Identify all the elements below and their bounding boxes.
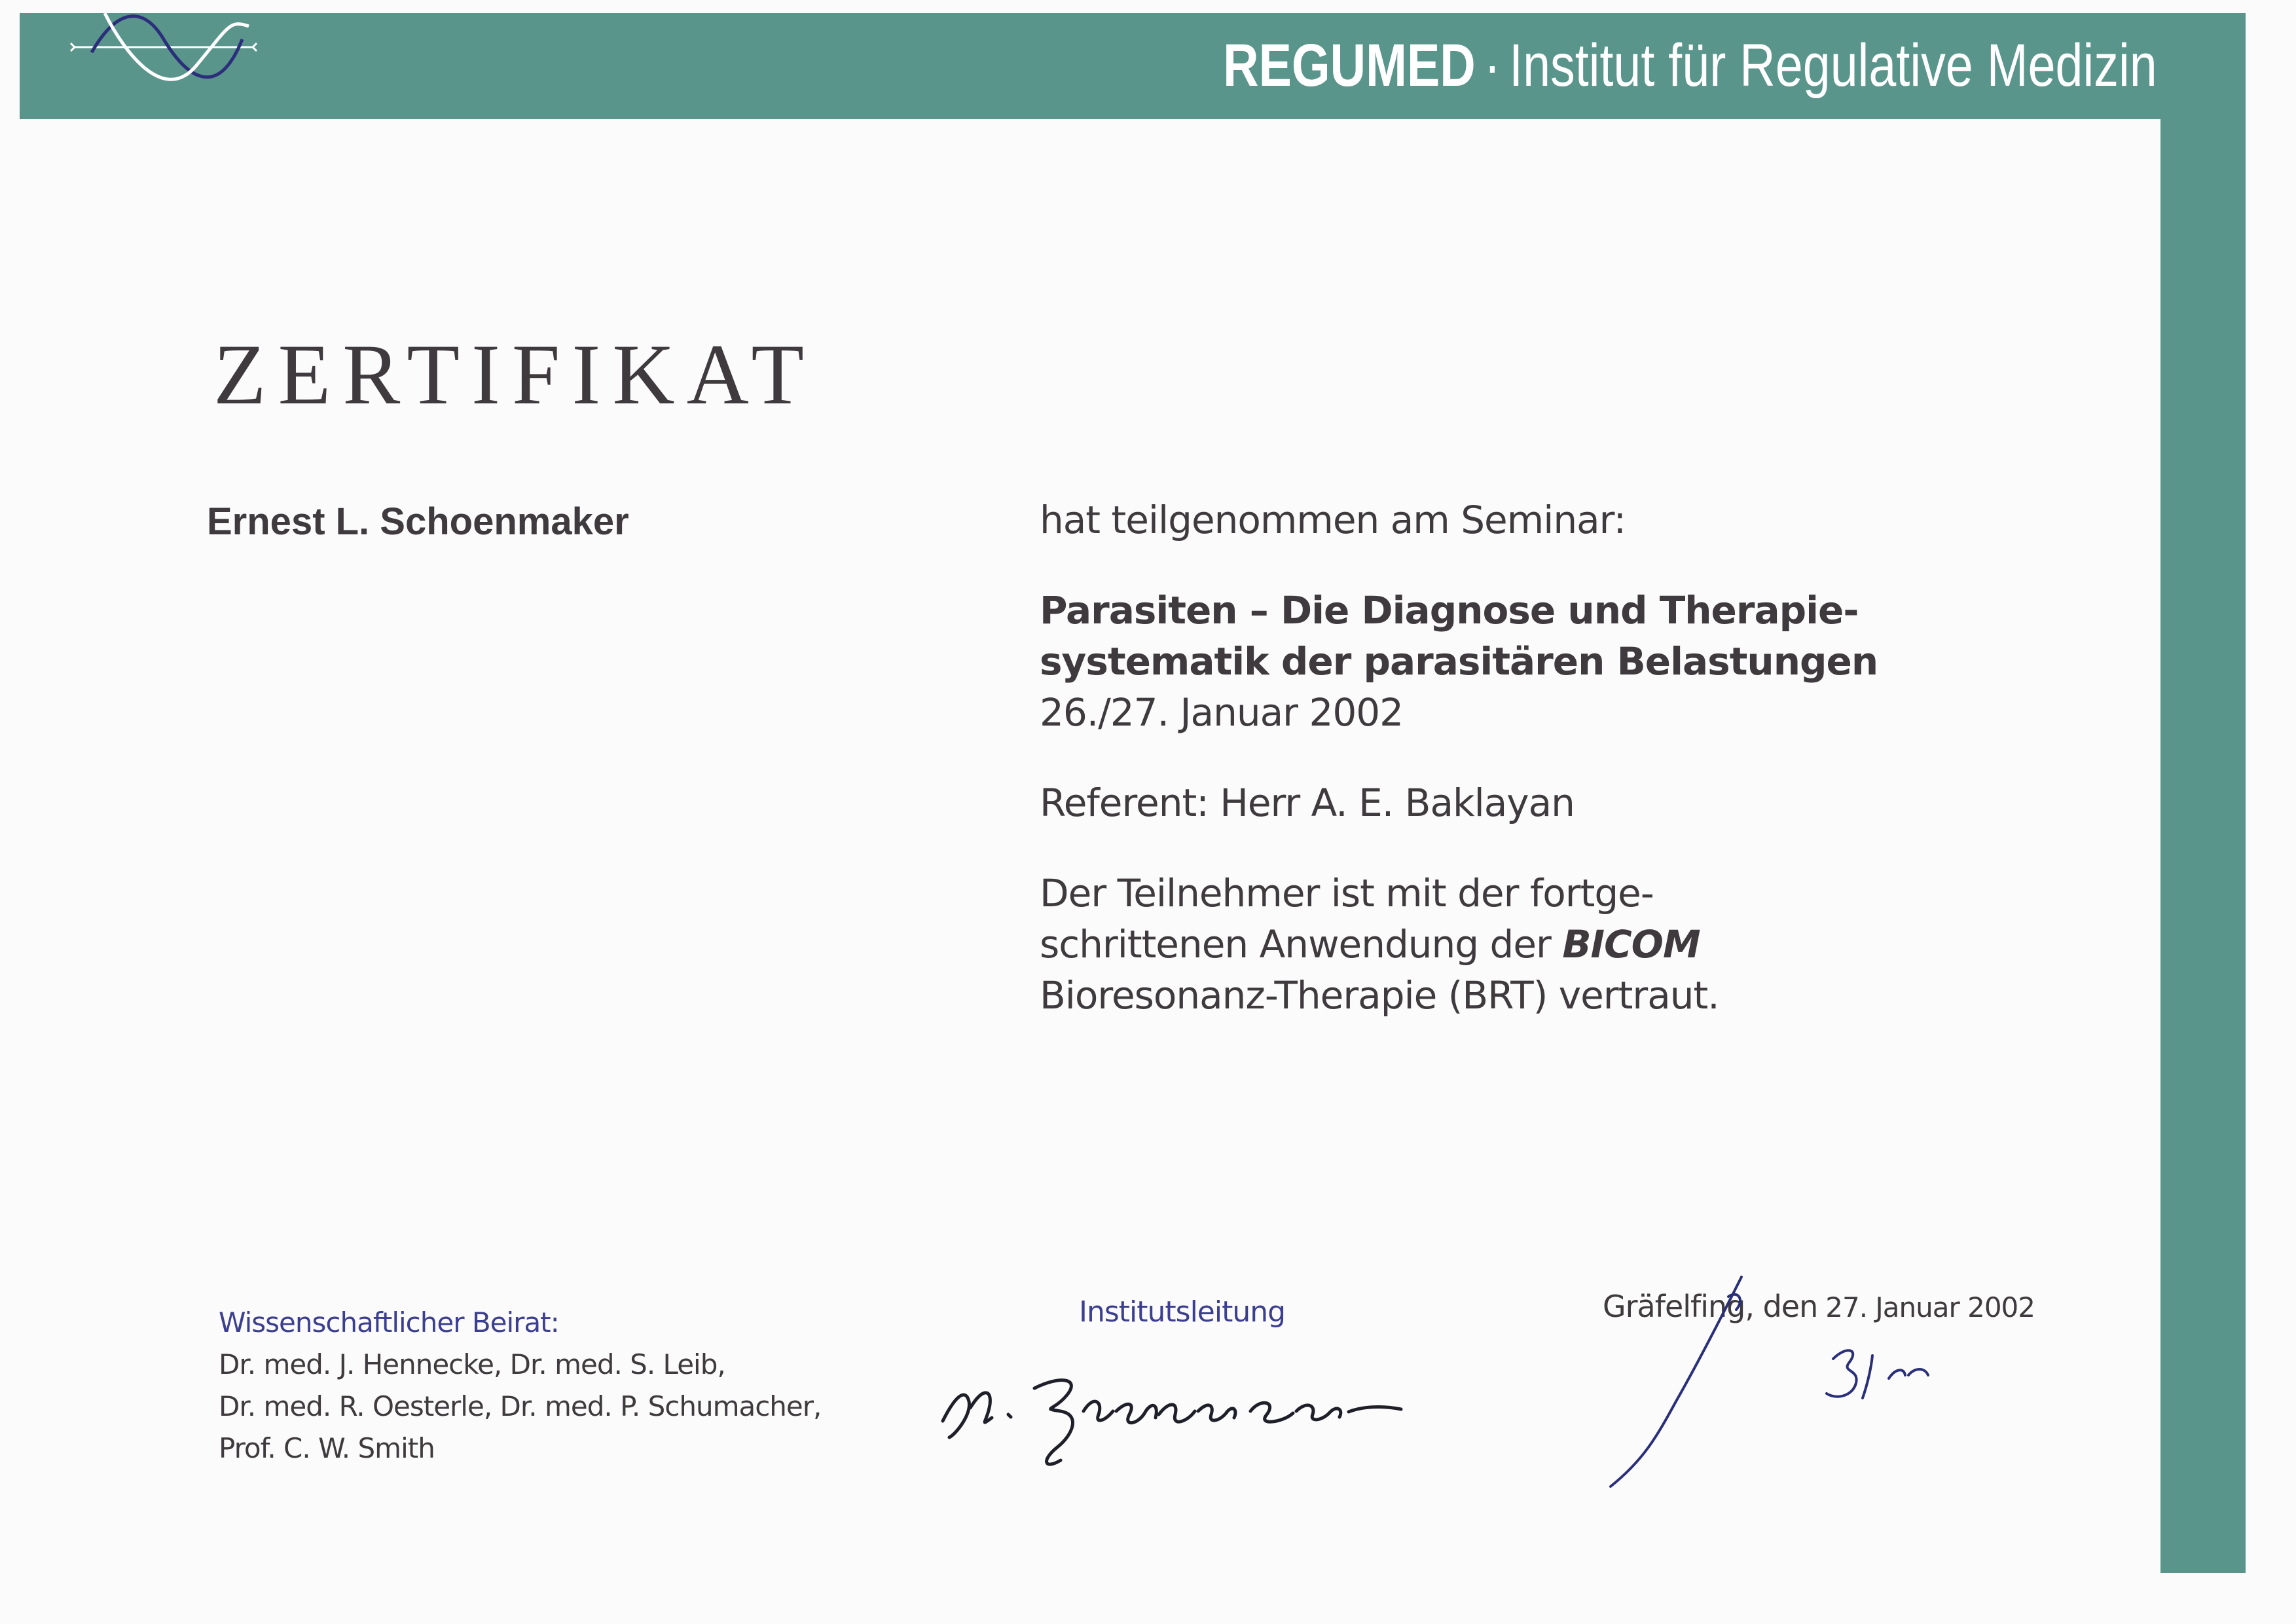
side-band (2160, 13, 2246, 1573)
participant-name: Ernest L. Schoenmaker (207, 500, 629, 543)
seminar-date: 26./27. Januar 2002 (1040, 690, 1404, 735)
issuer-signature (1597, 1270, 1951, 1493)
brand-name: REGUMED (1223, 32, 1476, 99)
issue-date: 27. Januar 2002 (1825, 1291, 2035, 1323)
advisory-board-heading: Wissenschaftlicher Beirat: (219, 1306, 559, 1338)
statement-line-2 (1040, 919, 2061, 970)
header-separator: · (1484, 32, 1501, 99)
wave-logo-icon (65, 13, 262, 92)
institute-management-label: Institutsleitung (1079, 1295, 1286, 1329)
seminar-intro: hat teilgenommen am Seminar: (1040, 498, 1626, 542)
seminar-title-line-2: systematik der parasitären Belastungen (1040, 639, 1878, 684)
institute-name: Institut für Regulative Medizin (1509, 32, 2157, 99)
issue-place: Gräfelfing, den (1603, 1289, 1818, 1324)
institute-signature (930, 1349, 1427, 1473)
statement-line-2-text: schrittenen Anwendung der (1040, 922, 1563, 967)
statement-line-3: Bioresonanz-Therapie (BRT) vertraut. (1040, 973, 1719, 1018)
seminar-speaker: Referent: Herr A. E. Baklayan (1040, 781, 1575, 825)
header-title (1223, 20, 2157, 111)
advisory-board (219, 1302, 821, 1469)
advisory-board-line: Dr. med. R. Oesterle, Dr. med. P. Schumacher, (219, 1390, 822, 1422)
advisory-board-line: Dr. med. J. Hennecke, Dr. med. S. Leib, (219, 1348, 725, 1380)
advisory-board-line: Prof. C. W. Smith (219, 1432, 435, 1464)
seminar-title-line-1: Parasiten – Die Diagnose und Therapie- (1040, 588, 1859, 633)
bicom-brand: BICOM (1562, 922, 1700, 967)
statement-line-1: Der Teilnehmer ist mit der fortge- (1040, 871, 1654, 915)
seminar-details (1040, 494, 2061, 1021)
certificate-title: ZERTIFIKAT (213, 326, 816, 422)
